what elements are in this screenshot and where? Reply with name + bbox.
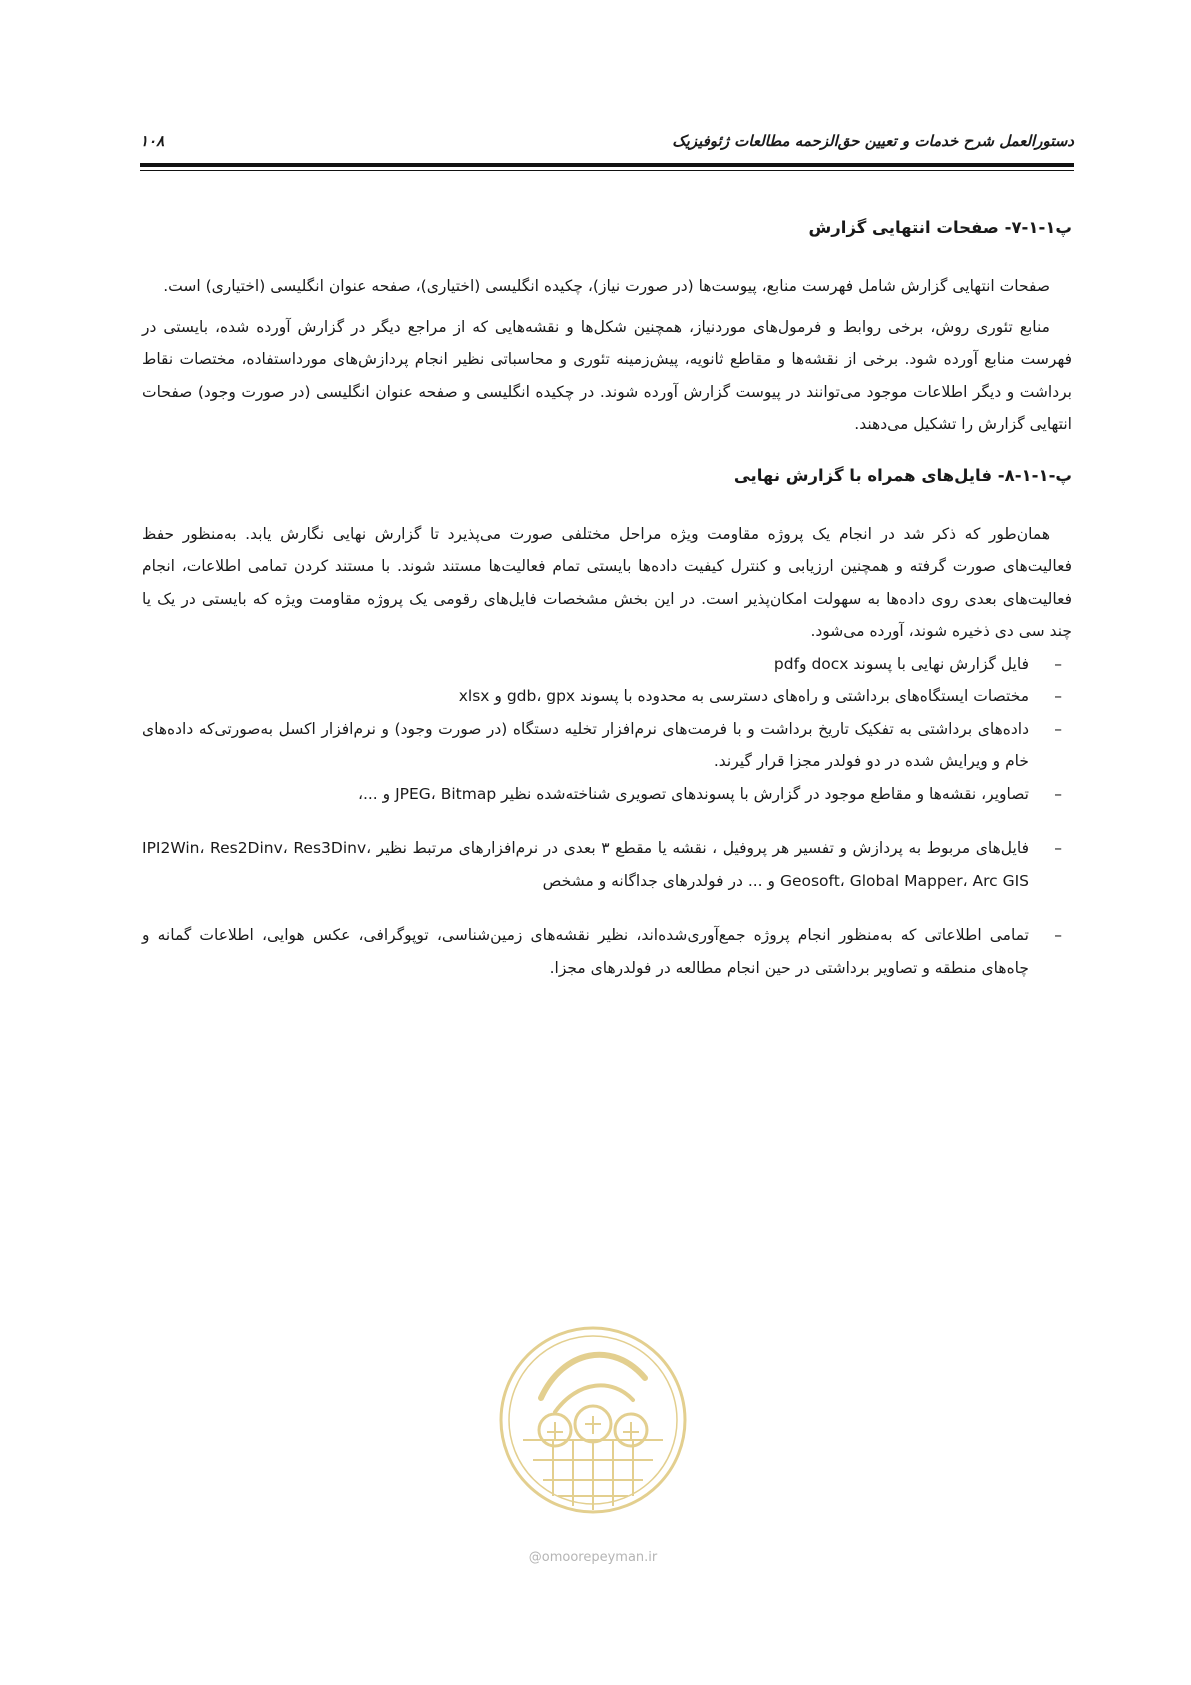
list-item [142,778,1072,811]
bullet-dash: – [1054,719,1062,738]
page-header [140,128,1074,178]
page-number: ۱۰۸ [140,132,165,150]
header-rule-thick [140,163,1074,167]
bullet-dash: – [1054,926,1062,944]
list-item-text: تمامی اطلاعاتی که به‌منظور انجام پروژه جمع‌آوری‌شده‌اند، نظیر نقشه‌های زمین‌شناسی، توپوگرافی، عکس هوایی، اطلاعات گمانه و چاه‌های منطقه و تصاویر برداشتی در حین انجام مطالعه در فولدرهای مجزا. [142,926,1029,977]
body-paragraph: منابع تئوری روش، برخی روابط و فرمول‌های موردنیاز، همچنین شکل‌ها و نقشه‌هایی که از مراجع دیگر در گزارش آورده شده، بایستی در فهرست منابع آورده شود. برخی از نقشه‌ها و مقاطع ثانویه، پیش‌زمینه تئوری و محاسباتی نظیر انجام پردازش‌های مورداستفاده، مختصات نقاط برداشت و دیگر اطلاعات موجود می‌توانند در پیوست گزارش آورده شوند. در چکیده انگلیسی و صفحه عنوان انگلیسی (در صورت وجود) صفحات انتهایی گزارش را تشکیل می‌دهند. [142,317,1072,433]
bullet-dash: – [1054,784,1062,803]
bullet-dash: – [1054,687,1062,705]
omoorepeyman-seal-icon [493,1320,693,1544]
body-paragraph: صفحات انتهایی گزارش شامل فهرست منابع، پیوست‌ها (در صورت نیاز)، چکیده انگلیسی (اختیاری)، صفحه عنوان انگلیسی (اختیاری) است. [163,277,1050,295]
section-heading: پ-۱-۱-۸- فایل‌های همراه با گزارش نهایی [733,465,1072,485]
list-item [142,680,1072,713]
list-item-text: فایل‌های مربوط به پردازش و تفسیر هر پروفیل ، نقشه یا مقطع ۳ بعدی در نرم‌افزارهای مرتبط نظیر IPI2Win، Res2Dinv، Res3Dinv، Geosoft، Global Mapper، Arc GIS و ... در فولدرهای جداگانه و مشخص [142,839,1029,890]
header-rule-thin [140,170,1074,171]
body-paragraph: همان‌طور که ذکر شد در انجام یک پروژه مقاومت ویژه مراحل مختلفی صورت می‌پذیرد تا گزارش نهایی نگارش یابد. به‌منظور حفظ فعالیت‌های صورت گرفته و همچنین ارزیابی و کنترل کیفیت داده‌ها بایستی تمام فعالیت‌ها مستند شوند. با مستند کردن تمامی اطلاعات، انجام فعالیت‌های بعدی روی داده‌ها به سهولت امکان‌پذیر است. در این بخش مشخصات فایل‌های رقومی یک پروژه مقاومت ویژه که بایستی در یک یا چند سی دی ذخیره شوند، آورده می‌شود. [142,524,1072,640]
list-item [142,713,1072,778]
list-item-text: داده‌های برداشتی به تفکیک تاریخ برداشت و با فرمت‌های نرم‌افزار تخلیه دستگاه (در صورت وجود) و نرم‌افزار اکسل به‌صورتی‌که داده‌های خام و ویرایش شده در دو فولدر مجزا قرار گیرند. [142,719,1029,770]
list-item-text: تصاویر، نقشه‌ها و مقاطع موجود در گزارش با پسوندهای تصویری شناخته‌شده نظیر JPEG، Bitmap و ...، [357,784,1029,803]
watermark-website: @omoorepeyman.ir [528,1550,658,1565]
page-body [142,213,1072,984]
file-list [142,648,1072,985]
list-item-text: فایل گزارش نهایی با پسوند docx وpdf [773,654,1029,673]
list-item-text: مختصات ایستگاه‌های برداشتی و راه‌های دسترسی به محدوده با پسوند gdb، gpx و xlsx [458,687,1029,705]
running-title: دستورالعمل شرح خدمات و تعیین حق‌الزحمه مطالعات ژئوفیزیک [672,132,1074,150]
bullet-dash: – [1054,654,1062,673]
bullet-dash: – [1054,839,1062,857]
section-heading: پ۱-۱-۷- صفحات انتهایی گزارش [808,218,1072,237]
list-item [142,919,1072,984]
list-item [142,832,1072,897]
list-item [142,648,1072,681]
